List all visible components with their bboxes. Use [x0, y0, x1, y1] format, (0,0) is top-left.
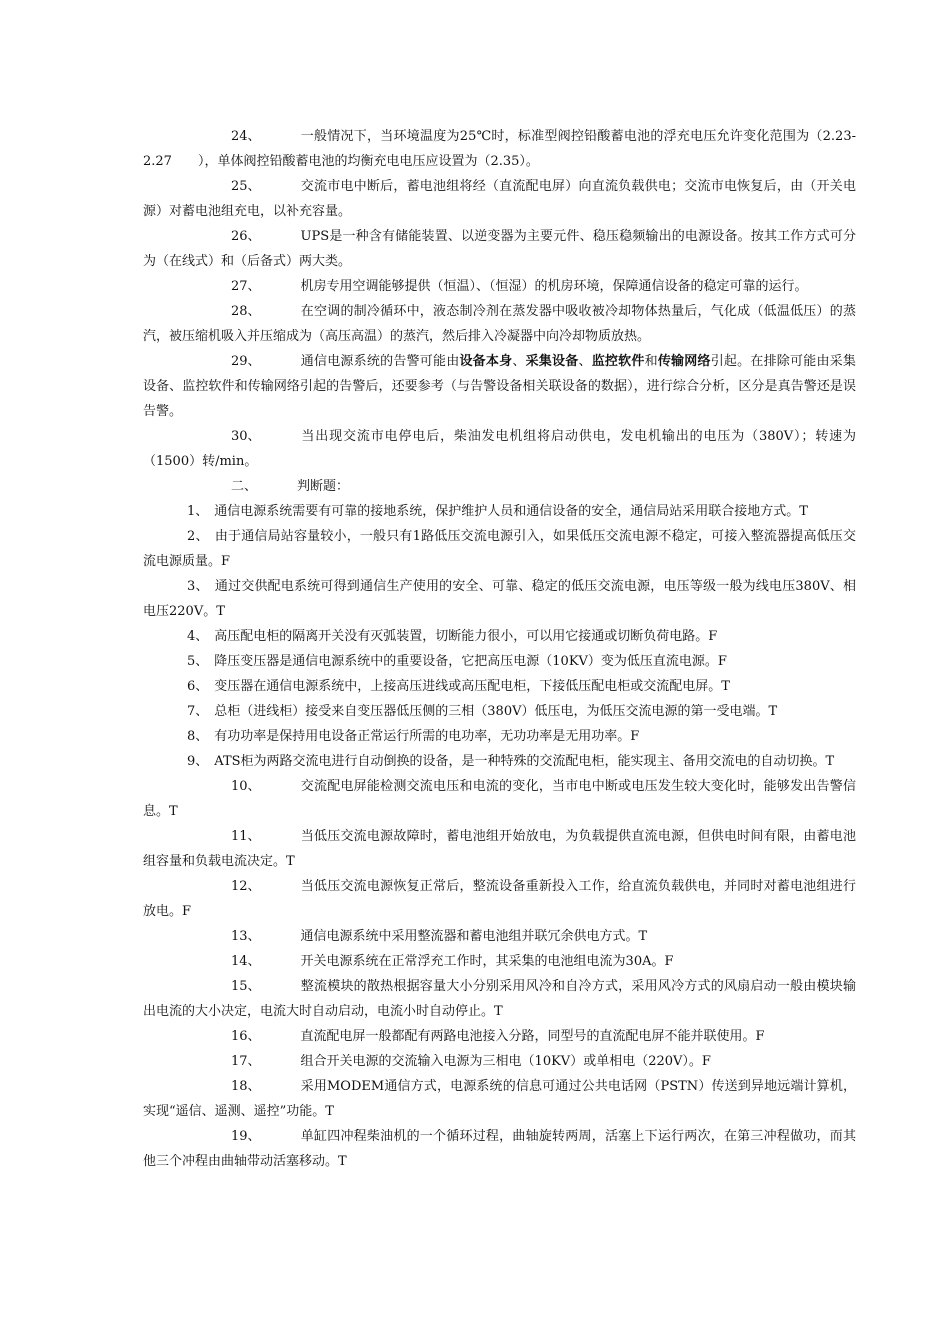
- item-text-post: 引起。在排除可能由采集设备、监控软件和传输网络引起的告警后，还要参考（与告警设备相关联设备的数据），进行综合分析，区分是真告警还是误告警。: [143, 354, 856, 419]
- item-number: 5、: [187, 654, 209, 669]
- item-number: 15、: [231, 979, 261, 994]
- item-number: 7、: [187, 704, 209, 719]
- item-number: 14、: [231, 954, 261, 969]
- item-text: 整流模块的散热根据容量大小分别采用风冷和自冷方式，采用风冷方式的风扇启动一般由模块输出电流的大小决定，电流大时自动启动，电流小时自动停止。T: [143, 979, 856, 1019]
- item-number: 30、: [231, 429, 261, 444]
- judge-item-2: [143, 524, 856, 574]
- separator: 、: [578, 354, 592, 369]
- judge-item-6: [143, 674, 856, 699]
- item-text: 通过交供配电系统可得到通信生产使用的安全、可靠、稳定的低压交流电源，电压等级一般为线电压380V、相电压220V。T: [143, 579, 857, 619]
- fill-item-25: [143, 174, 856, 224]
- item-text: 由于通信局站容量较小，一般只有1路低压交流电源引入，如果低压交流电源不稳定，可接入整流器提高低压交流电源质量。F: [143, 529, 856, 569]
- judge-item-19: [143, 1124, 856, 1174]
- item-number: 12、: [231, 879, 261, 894]
- item-number: 29、: [231, 354, 261, 369]
- judge-item-9: [143, 749, 856, 774]
- item-text-pre: 通信电源系统的告警可能由: [300, 354, 460, 369]
- judge-item-18: [143, 1074, 856, 1124]
- judge-item-13: [143, 924, 856, 949]
- item-number: 28、: [231, 304, 261, 319]
- item-text: 在空调的制冷循环中，液态制冷剂在蒸发器中吸收被冷却物体热量后，气化成（低温低压）的蒸汽，被压缩机吸入并压缩成为（高压高温）的蒸汽，然后排入冷凝器中向冷却物质放热。: [143, 304, 856, 344]
- item-text: 高压配电柜的隔离开关没有灭弧装置，切断能力很小，可以用它接通或切断负荷电路。F: [214, 629, 718, 644]
- judge-item-5: [143, 649, 856, 674]
- fill-item-28: [143, 299, 856, 349]
- item-text: ATS柜为两路交流电进行自动倒换的设备，是一种特殊的交流配电柜，能实现主、备用交流电的自动切换。T: [214, 754, 835, 769]
- judge-item-4: [143, 624, 856, 649]
- judge-item-1: [143, 499, 856, 524]
- item-text: 一般情况下，当环境温度为25℃时，标准型阀控铅酸蓄电池的浮充电压允许变化范围为（2.23-2.27 ），单体阀控铅酸蓄电池的均衡充电电压应设置为（2.35）。: [143, 129, 856, 169]
- section-heading: [143, 474, 856, 499]
- section-number: 二、: [231, 479, 258, 494]
- item-text: 有功功率是保持用电设备正常运行所需的电功率，无功功率是无用功率。F: [214, 729, 640, 744]
- judge-item-7: [143, 699, 856, 724]
- item-number: 26、: [231, 229, 261, 244]
- bold-term: 传输网络: [657, 354, 711, 369]
- bold-term: 采集设备: [525, 354, 579, 369]
- item-text: 交流市电中断后，蓄电池组将经（直流配电屏）向直流负载供电；交流市电恢复后，由（开关电源）对蓄电池组充电，以补充容量。: [143, 179, 856, 219]
- item-text: 通信电源系统需要有可靠的接地系统，保护维护人员和通信设备的安全，通信局站采用联合接地方式。T: [214, 504, 808, 519]
- item-text: 单缸四冲程柴油机的一个循环过程，曲轴旋转两周，活塞上下运行两次，在第三冲程做功，而其他三个冲程由曲轴带动活塞移动。T: [143, 1129, 856, 1169]
- judge-item-3: [143, 574, 856, 624]
- item-number: 2、: [187, 529, 209, 544]
- fill-item-24: [143, 124, 856, 174]
- item-number: 18、: [231, 1079, 261, 1094]
- fill-item-27: [143, 274, 856, 299]
- judge-item-12: [143, 874, 856, 924]
- judge-item-17: [143, 1049, 856, 1074]
- item-text: 交流配电屏能检测交流电压和电流的变化，当市电中断或电压发生较大变化时，能够发出告警信息。T: [143, 779, 856, 819]
- judge-item-10: [143, 774, 856, 824]
- item-number: 25、: [231, 179, 261, 194]
- item-text: 采用MODEM通信方式，电源系统的信息可通过公共电话网（PSTN）传送到异地远端计算机，实现“遥信、遥测、遥控”功能。T: [143, 1079, 856, 1119]
- judge-item-14: [143, 949, 856, 974]
- bold-term: 监控软件: [591, 354, 645, 369]
- item-text: 降压变压器是通信电源系统中的重要设备，它把高压电源（10KV）变为低压直流电源。F: [214, 654, 727, 669]
- judge-item-16: [143, 1024, 856, 1049]
- item-number: 8、: [187, 729, 209, 744]
- item-number: 6、: [187, 679, 209, 694]
- separator: 、: [512, 354, 526, 369]
- document-body: [143, 124, 856, 1174]
- item-number: 3、: [187, 579, 209, 594]
- item-number: 4、: [187, 629, 209, 644]
- item-number: 10、: [231, 779, 261, 794]
- item-text: 变压器在通信电源系统中，上接高压进线或高压配电柜，下接低压配电柜或交流配电屏。T: [214, 679, 730, 694]
- section-title: 判断题：: [297, 479, 350, 494]
- item-text: 当低压交流电源恢复正常后，整流设备重新投入工作，给直流负载供电，并同时对蓄电池组进行放电。F: [143, 879, 856, 919]
- item-number: 16、: [231, 1029, 261, 1044]
- judge-item-11: [143, 824, 856, 874]
- item-text: 开关电源系统在正常浮充工作时，其采集的电池组电流为30A。F: [300, 954, 674, 969]
- item-number: 17、: [231, 1054, 261, 1069]
- fill-item-29: [143, 349, 856, 424]
- judge-item-8: [143, 724, 856, 749]
- item-text: UPS是一种含有储能装置、以逆变器为主要元件、稳压稳频输出的电源设备。按其工作方式可分为（在线式）和（后备式）两大类。: [143, 229, 856, 269]
- item-number: 11、: [231, 829, 261, 844]
- item-number: 13、: [231, 929, 261, 944]
- fill-item-26: [143, 224, 856, 274]
- bold-term: 设备本身: [459, 354, 513, 369]
- item-number: 24、: [231, 129, 261, 144]
- item-text: 总柜（进线柜）接受来自变压器低压侧的三相（380V）低压电，为低压交流电源的第一受电端。T: [214, 704, 778, 719]
- item-number: 27、: [231, 279, 261, 294]
- item-text: 通信电源系统中采用整流器和蓄电池组并联冗余供电方式。T: [300, 929, 648, 944]
- item-text: 组合开关电源的交流输入电源为三相电（10KV）或单相电（220V）。F: [300, 1054, 711, 1069]
- item-number: 1、: [187, 504, 209, 519]
- item-text: 直流配电屏一般都配有两路电池接入分路，同型号的直流配电屏不能并联使用。F: [300, 1029, 765, 1044]
- fill-item-30: [143, 424, 856, 474]
- item-text: 当出现交流市电停电后，柴油发电机组将启动供电，发电机输出的电压为（380V）；转速为（1500）转/min。: [143, 429, 856, 469]
- item-number: 9、: [187, 754, 209, 769]
- judge-item-15: [143, 974, 856, 1024]
- item-text: 机房专用空调能够提供（恒温）、（恒湿）的机房环境，保障通信设备的稳定可靠的运行。: [300, 279, 808, 294]
- item-number: 19、: [231, 1129, 261, 1144]
- item-text: 当低压交流电源故障时，蓄电池组开始放电，为负载提供直流电源，但供电时间有限，由蓄电池组容量和负载电流决定。T: [143, 829, 856, 869]
- separator: 和: [644, 354, 658, 369]
